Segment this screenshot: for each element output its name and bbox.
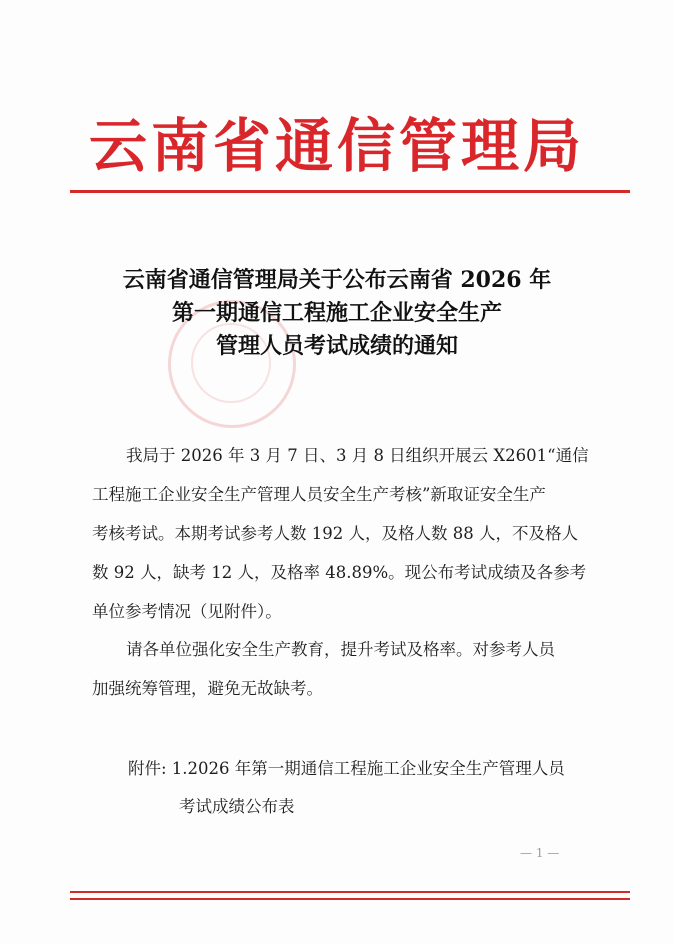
- attachment-note: [128, 750, 565, 826]
- body-line: 单位参考情况（见附件）。: [92, 602, 282, 621]
- notice-title: [0, 264, 674, 363]
- body-paragraph-exam-summary: [92, 436, 612, 631]
- body-line: 考核考试。本期考试参考人数 192 人，及格人数 88 人，不及格人: [92, 524, 578, 543]
- footer-red-rule-second: [70, 898, 630, 900]
- body-line: 请各单位强化安全生产教育，提升考试及格率。对参考人员: [126, 640, 555, 659]
- letterhead-red-rule: [70, 190, 630, 193]
- body-line: 数 92 人，缺考 12 人，及格率 48.89%。现公布考试成绩及各参考: [92, 563, 587, 582]
- body-line: 工程施工企业安全生产管理人员安全生产考核”新取证安全生产: [92, 485, 546, 504]
- page-number: — 1 —: [520, 846, 560, 860]
- footer-red-rule: [70, 891, 630, 893]
- notice-title-line: 管理人员考试成绩的通知: [215, 333, 458, 359]
- body-paragraph-requirements: [92, 630, 612, 708]
- notice-title-line: 第一期通信工程施工企业安全生产: [171, 300, 502, 326]
- notice-title-line: 云南省通信管理局关于公布云南省 2026 年: [122, 267, 552, 293]
- letterhead-title: 云南省通信管理局: [88, 112, 585, 180]
- attachment-line: 附件: 1.2026 年第一期通信工程施工企业安全生产管理人员: [128, 759, 565, 778]
- body-line: 加强统筹管理，避免无故缺考。: [92, 679, 323, 698]
- body-line: 我局于 2026 年 3 月 7 日、3 月 8 日组织开展云 X2601“通信: [126, 446, 589, 465]
- attachment-line-continued: 考试成绩公布表: [179, 797, 295, 816]
